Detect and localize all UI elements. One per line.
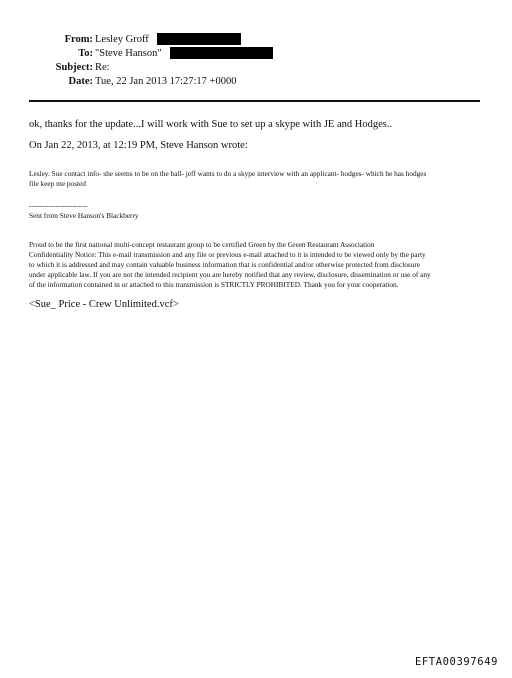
document-id: EFTA00397649 [414,656,498,668]
from-label: From: [64,34,93,45]
date-label: Date: [68,76,93,87]
quote-intro: On Jan 22, 2013, at 12:19 PM, Steve Hanson wrote: [29,140,248,151]
footer-line: under applicable law. If you are not the intended recipient you are hereby notified that any review, disclosure, dissemination or use of any [29,270,431,279]
footer-line: to which it is addressed and may contain valuable business information that is confidential and/or otherwise protected from disclosure [29,260,421,269]
attachment-link[interactable]: <Sue_ Price - Crew Unlimited.vcf> [29,299,179,310]
footer-line: of the information contained in or attached to this transmission is STRICTLY PROHIBITED. Thank you for your cooperation. [29,280,399,289]
redaction-block [170,47,273,59]
footer-line: Confidentiality Notice: This e-mail transmission and any file or previous e-mail attached to it is intended to be viewed only by the party [29,250,426,259]
reply-text: ok, thanks for the update...I will work with Sue to set up a skype with JE and Hodges.. [29,119,393,130]
quoted-line: file keep me posted [29,179,86,188]
subject-label: Subject: [55,62,93,73]
footer-line: Proud to be the first national multi-concept restaurant group to be certified Green by the Green Restaurant Association [29,240,375,249]
to-label: To: [78,48,93,59]
header-divider [29,100,480,102]
from-value: Lesley Groff [95,34,149,45]
redaction-block [157,33,241,45]
quoted-line: Lesley. Sue contact info- she seems to be on the ball- jeff wants to do a skype interview with an applicant- hodges- which he has hodges [29,169,427,178]
signature: Sent from Steve Hanson's Blackberry [29,211,139,220]
signature-separator: ------------------------ [29,201,88,210]
to-value: "Steve Hanson" [95,48,162,59]
date-value: Tue, 22 Jan 2013 17:27:17 +0000 [95,76,237,87]
subject-value: Re: [95,62,110,73]
